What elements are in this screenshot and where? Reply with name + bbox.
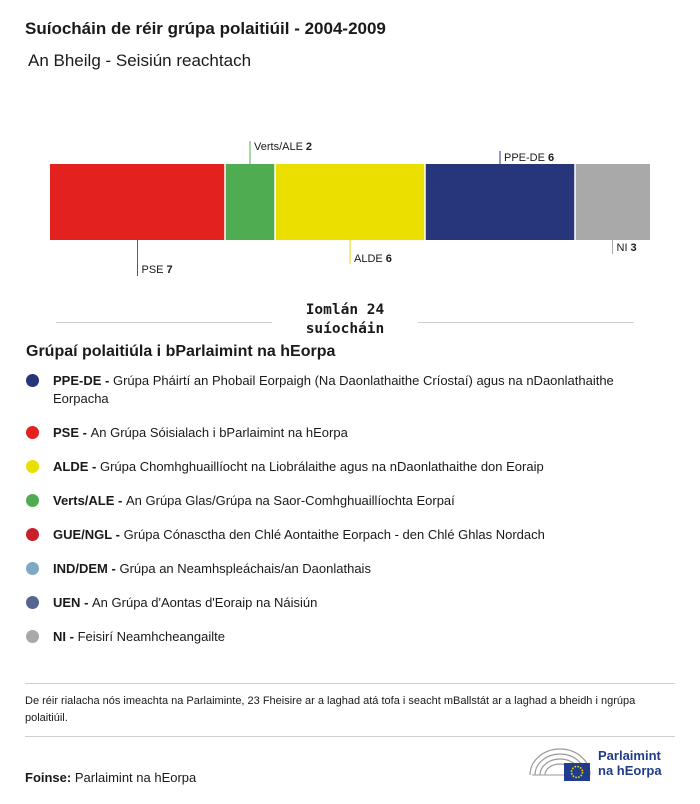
- bar-segment-ni: [575, 164, 650, 240]
- legend-description: Grúpa Cónasctha den Chlé Aontaithe Eorpach - den Chlé Ghlas Nordach: [123, 527, 545, 542]
- legend-description: An Grúpa Sóisialach i bParlaimint na hEorpa: [90, 425, 348, 440]
- legend-text: Verts/ALE - An Grúpa Glas/Grúpa na Saor-Comhghuaillíochta Eorpaí: [53, 493, 455, 508]
- footnote-divider-bottom: [25, 736, 675, 737]
- segment-label: [354, 253, 392, 265]
- legend-text: IND/DEM - Grúpa an Neamhspleáchais/an Daonlathais: [53, 561, 371, 576]
- legend-text: ALDE - Grúpa Chomhghuaillíocht na Liobrálaithe agus na nDaonlathaithe don Eoraip: [53, 459, 544, 474]
- total-seats-line1: Iomlán 24: [305, 302, 385, 318]
- legend-swatch: [26, 494, 39, 507]
- legend-item: [26, 492, 666, 510]
- segment-label-name: NI: [616, 242, 628, 254]
- legend-code: Verts/ALE: [53, 493, 115, 508]
- logo-line2: na hEorpa: [598, 763, 662, 778]
- legend-swatch: [26, 374, 39, 387]
- chart-subtitle: An Bheilg - Seisiún reachtach: [28, 51, 252, 70]
- segment-label-name: Verts/ALE: [254, 141, 303, 153]
- source-line: [25, 770, 196, 785]
- total-seats-label: [272, 301, 418, 339]
- logo-line1: Parlaimint: [598, 748, 661, 763]
- bar-segment-verts-ale: [225, 164, 275, 240]
- segment-label-value: 2: [305, 141, 313, 153]
- legend-item: [26, 424, 666, 442]
- legend-description: Grúpa Chomhghuaillíocht na Liobrálaithe agus na nDaonlathaithe don Eoraip: [99, 459, 544, 474]
- segment-label: [504, 152, 554, 164]
- parliament-hemicycle-icon: [528, 745, 594, 785]
- total-divider-right: [418, 322, 634, 323]
- legend-item: [26, 560, 666, 578]
- legend-item: [26, 526, 666, 544]
- footnote-text: De réir rialacha nós imeachta na Parlaiminte, 23 Fheisire ar a laghad atá tofa i seacht mBallstát ar a laghad a bheidh i ngrúpa polaitiúil.: [25, 695, 636, 724]
- legend-item: [26, 628, 666, 646]
- segment-label-name: PSE: [141, 264, 164, 276]
- legend-code: ALDE: [53, 459, 89, 474]
- legend-swatch: [26, 630, 39, 643]
- logo-wordmark: [598, 748, 662, 778]
- legend-swatch: [26, 460, 39, 473]
- legend-item: [26, 458, 666, 476]
- segment-label: [254, 141, 312, 153]
- bar-segment-ppe-de: [425, 164, 575, 240]
- footnote-divider-top: [25, 683, 675, 684]
- legend-text: PSE - An Grúpa Sóisialach i bParlaimint na hEorpa: [53, 425, 348, 440]
- legend-code: PSE: [53, 425, 80, 440]
- legend-swatch: [26, 562, 39, 575]
- segment-label-value: 3: [630, 242, 637, 254]
- segment-label-value: 6: [385, 253, 392, 265]
- total-divider-left: [56, 322, 273, 323]
- bar-segment-alde: [275, 164, 425, 240]
- legend-text: NI - Feisirí Neamhcheangailte: [53, 629, 225, 644]
- source-label: Foinse:: [25, 770, 72, 785]
- legend-item: [26, 372, 666, 408]
- segment-label: [142, 264, 173, 276]
- european-parliament-logo: [528, 745, 678, 785]
- source-text: Parlaimint na hEorpa: [74, 770, 197, 785]
- segment-label-value: 7: [166, 264, 173, 276]
- total-seats-line2: suíocháin: [305, 321, 385, 337]
- segment-label-name: PPE-DE: [504, 152, 545, 164]
- legend-code: NI: [53, 629, 66, 644]
- legend-swatch: [26, 528, 39, 541]
- legend-description: Grúpa an Neamhspleáchais/an Daonlathais: [119, 561, 371, 576]
- segment-label-value: 6: [547, 152, 555, 164]
- segment-label: [617, 242, 637, 254]
- legend-code: GUE/NGL: [53, 527, 112, 542]
- legend-code: UEN: [53, 595, 81, 610]
- legend-item: [26, 594, 666, 612]
- bar-segment-pse: [50, 164, 225, 240]
- legend-text: UEN - An Grúpa d'Aontas d'Eoraip na Náisiún: [53, 595, 318, 610]
- legend-description: An Grúpa Glas/Grúpa na Saor-Comhghuaillíochta Eorpaí: [125, 493, 455, 508]
- legend-swatch: [26, 426, 39, 439]
- legend-description: An Grúpa d'Aontas d'Eoraip na Náisiún: [92, 595, 318, 610]
- legend-text: GUE/NGL - Grúpa Cónasctha den Chlé Aontaithe Eorpach - den Chlé Ghlas Nordach: [53, 527, 545, 542]
- legend-description: Feisirí Neamhcheangailte: [77, 629, 225, 644]
- legend-swatch: [26, 596, 39, 609]
- legend-code: PPE-DE: [53, 373, 102, 388]
- seat-distribution-chart: [0, 130, 700, 290]
- chart-title: Suíocháin de réir grúpa polaitiúil - 2004-2009: [25, 19, 386, 38]
- legend-title: Grúpaí polaitiúla i bParlaimint na hEorpa: [26, 343, 336, 360]
- legend-code: IND/DEM: [53, 561, 108, 576]
- legend-description: Grúpa Pháirtí an Phobail Eorpaigh (Na Daonlathaithe Críostaí) agus na nDaonlathaithe Eorpacha: [53, 373, 614, 406]
- legend-text: PPE-DE - Grúpa Pháirtí an Phobail Eorpaigh (Na Daonlathaithe Críostaí) agus na nDaonlathaithe Eorpacha: [53, 373, 614, 406]
- segment-label-name: ALDE: [354, 253, 383, 265]
